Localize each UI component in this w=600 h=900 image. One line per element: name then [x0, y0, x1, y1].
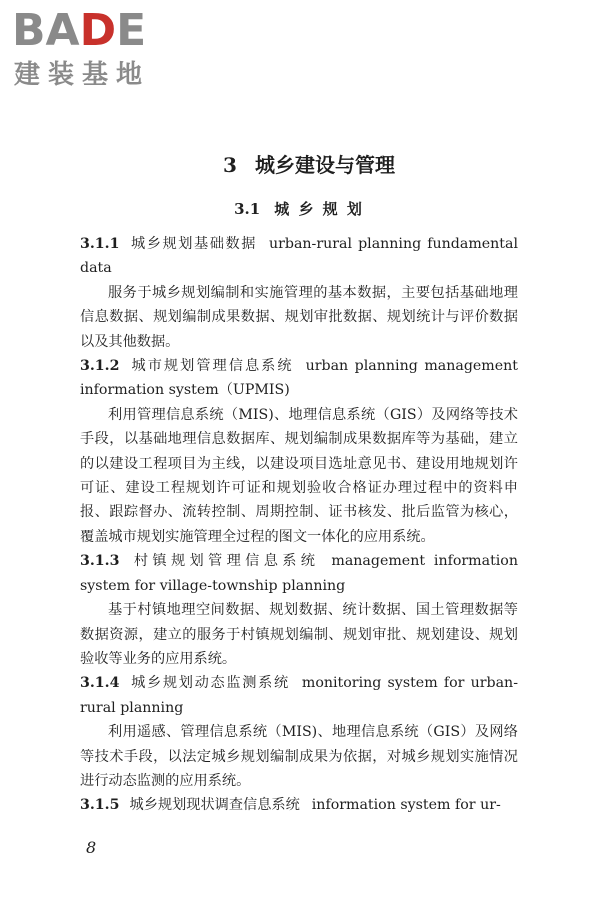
- bade-logo: [12, 6, 182, 92]
- term-number: 3.1.5: [80, 797, 120, 814]
- term-english: monitoring system for urban-rural planning: [80, 675, 518, 716]
- term-definition: 基于村镇地理空间数据、规划数据、统计数据、国土管理数据等数据资源，建立的服务于村镇规划编制、规划审批、规划建设、规划验收等业务的应用系统。: [80, 602, 518, 667]
- term-heading: [80, 354, 518, 403]
- term-chinese: 村镇规划管理信息系统: [129, 553, 320, 570]
- chapter-title-text: 城乡建设与管理: [254, 153, 395, 177]
- term-chinese: 城乡规划现状调查信息系统: [129, 797, 300, 814]
- logo-word-part1: BA: [12, 5, 80, 56]
- chapter-number: 3: [223, 153, 237, 177]
- term-number: 3.1.2: [80, 358, 120, 375]
- chapter-title: [80, 150, 518, 180]
- term-number: 3.1.4: [80, 675, 120, 692]
- section-number: 3.1: [234, 200, 261, 218]
- term-entry-3-1-5: [80, 793, 518, 817]
- term-english: information system for ur-: [311, 797, 501, 814]
- term-chinese: 城市规划管理信息系统: [129, 358, 294, 375]
- page-content: [80, 150, 518, 818]
- term-heading: [80, 793, 518, 817]
- term-chinese: 城乡规划动态监测系统: [129, 675, 290, 692]
- term-definition: 利用遥感、管理信息系统（MIS)、地理信息系统（GIS）及网络等技术手段，以法定城乡规划编制成果为依据，对城乡规划实施情况进行动态监测的应用系统。: [80, 724, 518, 789]
- term-number: 3.1.3: [80, 553, 120, 570]
- section-title-text: 城 乡 规 划: [274, 200, 364, 218]
- term-heading: [80, 232, 518, 281]
- term-definition: 服务于城乡规划编制和实施管理的基本数据，主要包括基础地理信息数据、规划编制成果数据、规划审批数据、规划统计与评价数据以及其他数据。: [80, 284, 518, 350]
- term-entry-3-1-4: [80, 671, 518, 793]
- term-english: urban planning management information system（UPMIS): [80, 358, 518, 399]
- section-title: [80, 196, 518, 222]
- term-english: urban-rural planning fundamental data: [80, 236, 518, 277]
- term-heading: [80, 671, 518, 720]
- logo-subtitle: 建装基地: [14, 60, 151, 90]
- term-entry-3-1-3: [80, 549, 518, 671]
- logo-word-part2: E: [116, 5, 147, 56]
- term-chinese: 城乡规划基础数据: [129, 236, 257, 252]
- term-english: management information system for village-township planning: [80, 553, 518, 594]
- term-number: 3.1.1: [80, 236, 120, 252]
- term-entry-3-1-2: [80, 354, 518, 549]
- page-number: 8: [86, 838, 97, 857]
- term-definition: 利用管理信息系统（MIS)、地理信息系统（GIS）及网络等技术手段，以基础地理信息数据库、规划编制成果数据库等为基础，建立的以建设工程项目为主线，以建设项目选址意见书、建设用地规划许可证、建设工程规划许可证和规划验收合格证办理过程中的资料申报、跟踪督办、流转控制、周期控制、证书核发、批后监管为核心，覆盖城市规划实施管理全过程的图文一体化的应用系统。: [80, 406, 518, 545]
- logo-word-accent: D: [79, 5, 117, 56]
- term-heading: [80, 549, 518, 598]
- term-entry-3-1-1: [80, 232, 518, 354]
- logo-wordmark: [12, 6, 146, 56]
